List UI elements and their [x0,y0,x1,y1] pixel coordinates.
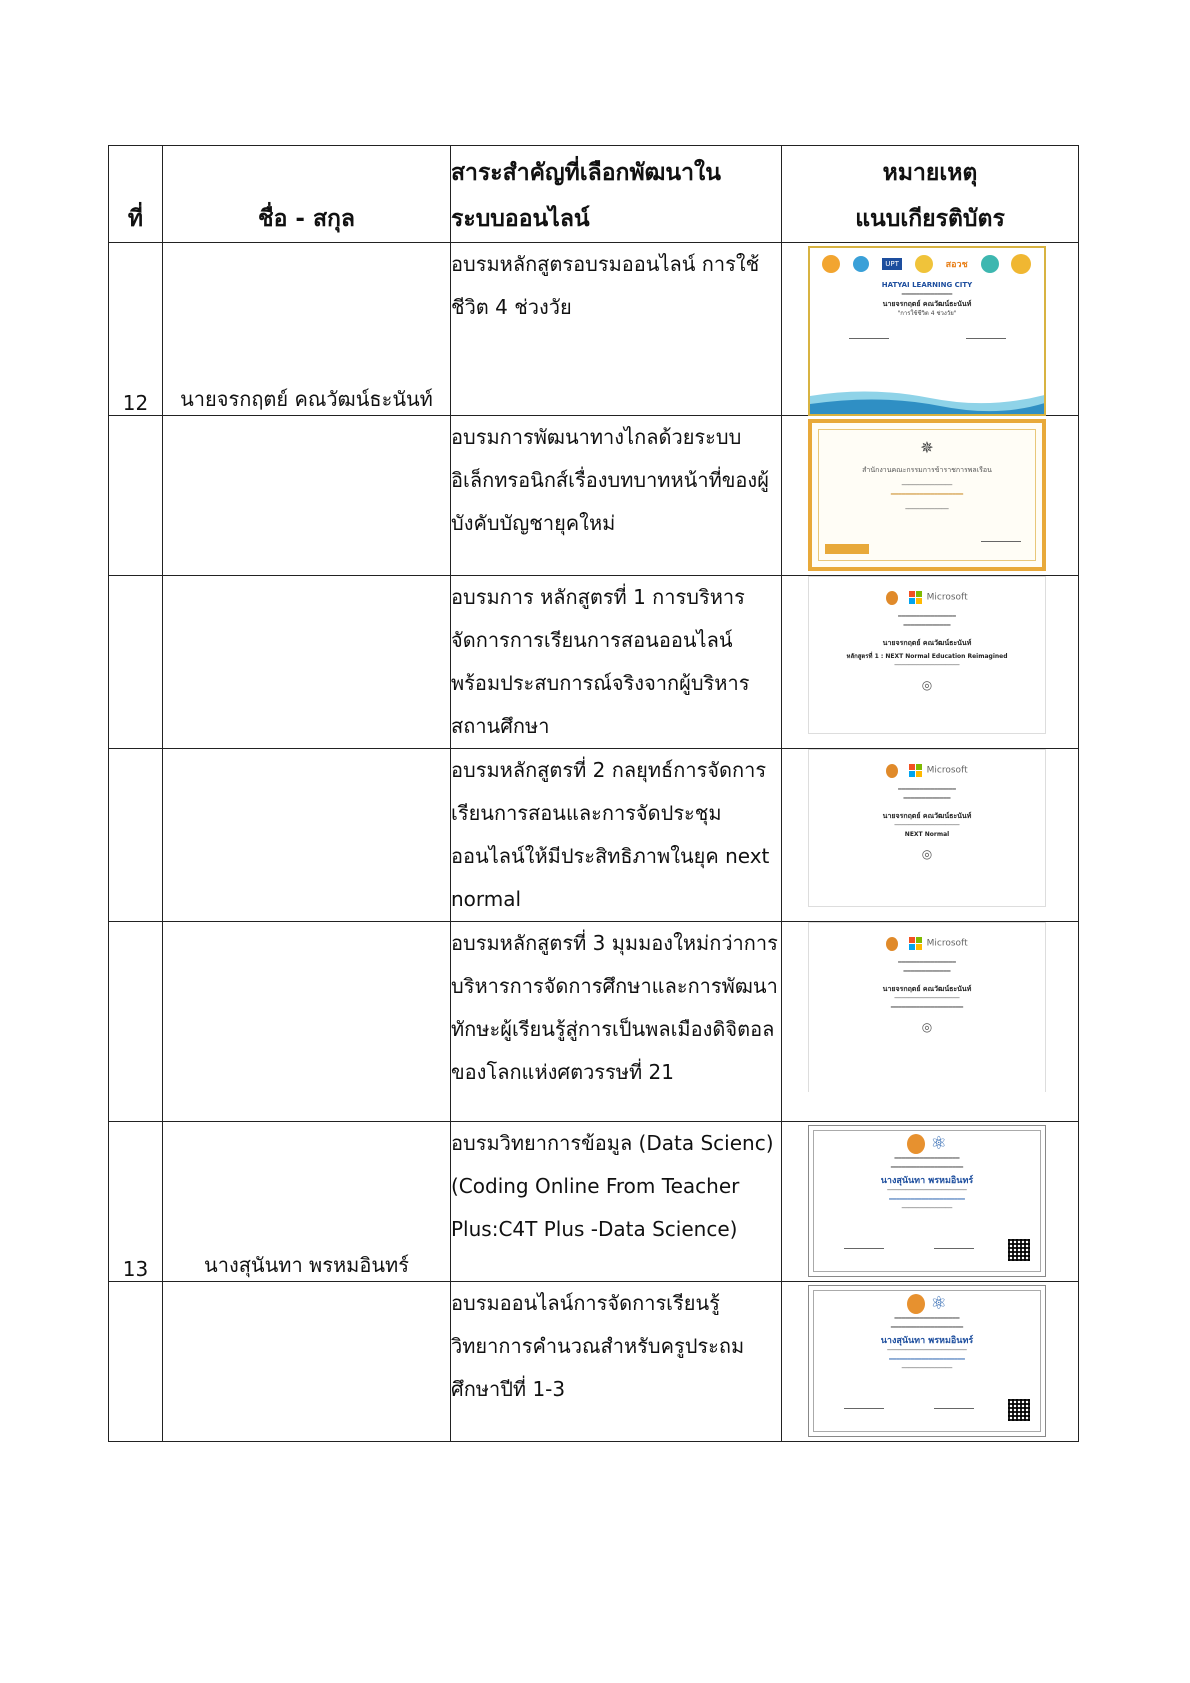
cert-course: NEXT Normal [904,831,950,838]
certificate-image: Microsoft ━━━━━━━━━━━━━━━━ ━━━━━━━━━━━━━ นายจรกฤตย์ คณวัฒน์ธะนันท์ หลักสูตรที่ 1 : NEXT Normal Education Reimagined ────────────────── ◎ [808,576,1046,734]
microsoft-logo-icon [909,937,922,950]
header-topic: สาระสำคัญที่เลือกพัฒนาใน ระบบออนไลน์ [451,146,782,243]
atom-icon: ⚛ [930,1293,947,1314]
row-number [109,576,163,749]
table-row [109,922,1079,1122]
header-name: ชื่อ - สกุล [163,146,451,243]
row-name: นายจรกฤตย์ คณวัฒน์ธะนันท์ [163,243,451,416]
cert-person: นายจรกฤตย์ คณวัฒน์ธะนันท์ [882,812,972,820]
row-name [163,576,451,749]
row-name [163,922,451,1122]
row-topic: อบรมหลักสูตรที่ 2 กลยุทธ์การจัดการเรียนการสอนและการจัดประชุมออนไลน์ให้มีประสิทธิภาพในยุค next normal [451,749,782,922]
row-certificate [782,1122,1079,1282]
row-certificate [782,922,1079,1122]
qr-code-icon [1008,1239,1030,1261]
row-topic: อบรมการพัฒนาทางไกลด้วยระบบอิเล็กทรอนิกส์เรื่องบทบาทหน้าที่ของผู้บังคับบัญชายุคใหม่ [451,416,782,576]
row-name [163,749,451,922]
cert-course: "การใช้ชีวิต 4 ช่วงวัย" [897,310,957,317]
row-number [109,1282,163,1442]
table-row [109,243,1079,416]
row-number [109,416,163,576]
row-certificate [782,416,1079,576]
row-topic: อบรมวิทยาการข้อมูล (Data Scienc) (Coding Online From Teacher Plus:C4T Plus -Data Science) [451,1122,782,1282]
certificate-image: ✵ สำนักงานคณะกรรมการข้าราชการพลเรือน ────────────── ━━━━━━━━━━━━━━━━━━━━ ──────────── [808,419,1046,571]
training-table [108,145,1079,1442]
table-row [109,749,1079,922]
row-certificate [782,1282,1079,1442]
cert-person: นางสุนันทา พรหมอินทร์ [880,1176,974,1186]
certificate-image: ⚛ ━━━━━━━━━━━━━━━━━━ ━━━━━━━━━━━━━━━━━━━━ นางสุนันทา พรหมอินทร์ ────────────────────── ━━━━━━━━━━━━━━━━━━━━━ ────────────── [808,1125,1046,1277]
cert-person: นายจรกฤตย์ คณวัฒน์ธะนันท์ [882,639,972,647]
cert-city: HATYAI LEARNING CITY [881,281,973,289]
certificate-image: Microsoft ━━━━━━━━━━━━━━━━ ━━━━━━━━━━━━━ นายจรกฤตย์ คณวัฒน์ธะนันท์ ────────────────── ━━━━━━━━━━━━━━━━━━━━ ◎ [808,922,1046,1092]
garuda-emblem-icon: ✵ [920,438,934,457]
row-number: 13 [109,1122,163,1282]
ms-brand: Microsoft [926,592,968,603]
certificate-image: Microsoft ━━━━━━━━━━━━━━━━ ━━━━━━━━━━━━━ นายจรกฤตย์ คณวัฒน์ธะนันท์ ────────────────── NEXT Normal ◎ [808,749,1046,907]
certificate-image: ⚛ ━━━━━━━━━━━━━━━━━━ ━━━━━━━━━━━━━━━━━━━━ นางสุนันทา พรหมอินทร์ ────────────────────── ━━━━━━━━━━━━━━━━━━━━━ ────────────── [808,1285,1046,1437]
row-number: 12 [109,243,163,416]
row-certificate [782,576,1079,749]
logo-strip: UPT สอวช [810,248,1044,280]
row-certificate [782,243,1079,416]
row-topic: อบรมหลักสูตรที่ 3 มุมมองใหม่กว่าการบริหารการจัดการศึกษาและการพัฒนาทักษะผู้เรียนรู้สู่การเป็นพลเมืองดิจิตอลของโลกแห่งศตวรรษที่ 21 [451,922,782,1122]
wave-decoration [810,386,1046,414]
table-row [109,1282,1079,1442]
cert-org: สำนักงานคณะกรรมการข้าราชการพลเรือน [862,466,992,474]
row-topic: อบรมออนไลน์การจัดการเรียนรู้วิทยาการคำนวณสำหรับครูประถมศึกษาปีที่ 1-3 [451,1282,782,1442]
header-note: หมายเหตุ แนบเกียรติบัตร [782,146,1079,243]
header-row [109,146,1079,243]
table-row [109,416,1079,576]
row-name [163,416,451,576]
brand-logo: สอวช [945,260,968,270]
ms-brand: Microsoft [926,765,968,776]
row-name [163,1282,451,1442]
qr-code-icon [1008,1399,1030,1421]
row-certificate [782,749,1079,922]
row-topic: อบรมการ หลักสูตรที่ 1 การบริหารจัดการการเรียนการสอนออนไลน์พร้อมประสบการณ์จริงจากผู้บริหารสถานศึกษา [451,576,782,749]
table-row [109,1122,1079,1282]
row-number [109,922,163,1122]
table-row [109,576,1079,749]
header-no: ที่ [109,146,163,243]
cert-course: หลักสูตรที่ 1 : NEXT Normal Education Reimagined [846,653,1008,660]
cert-person: นางสุนันทา พรหมอินทร์ [880,1336,974,1346]
cert-person: นายจรกฤตย์ คณวัฒน์ธะนันท์ [882,300,972,308]
cert-person: นายจรกฤตย์ คณวัฒน์ธะนันท์ [882,985,972,993]
atom-icon: ⚛ [930,1133,947,1154]
ms-brand: Microsoft [926,938,968,949]
row-number [109,749,163,922]
row-name: นางสุนันทา พรหมอินทร์ [163,1122,451,1282]
microsoft-logo-icon [909,764,922,777]
microsoft-logo-icon [909,591,922,604]
certificate-image: UPT สอวช HATYAI LEARNING CITY ━━━━━━━━━━━━━━ นายจรกฤตย์ คณวัฒน์ธะนันท์ "การใช้ชีวิต 4 ช่วงวัย" [808,246,1046,416]
row-topic: อบรมหลักสูตรอบรมออนไลน์ การใช้ชีวิต 4 ช่วงวัย [451,243,782,416]
